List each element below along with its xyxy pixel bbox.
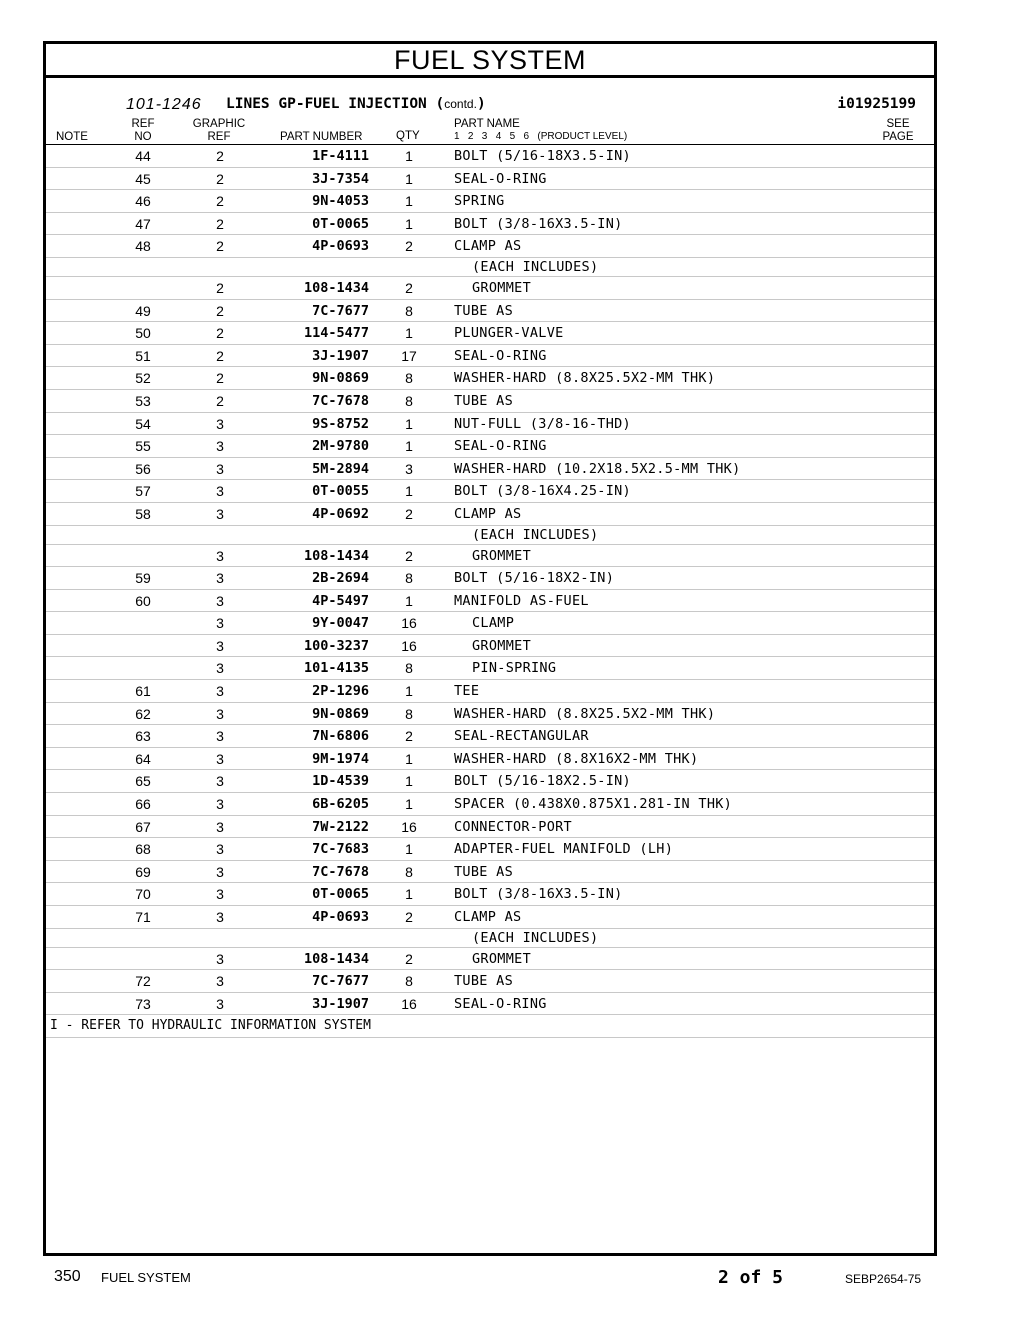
group-name	[226, 96, 486, 112]
part-number: 114-5477	[303, 325, 369, 342]
graphic-ref: 2	[216, 392, 224, 409]
graphic-ref: 3	[216, 505, 224, 522]
header-see-page	[878, 118, 918, 144]
graphic-ref: 3	[216, 660, 224, 677]
part-number: 7C-7678	[312, 863, 369, 880]
table-row	[46, 635, 934, 658]
part-name: SEAL-O-RING	[454, 347, 547, 364]
qty: 2	[405, 728, 413, 745]
table-row	[46, 906, 934, 929]
graphic-ref: 3	[216, 909, 224, 925]
qty: 1	[405, 170, 413, 187]
qty: 8	[405, 570, 413, 587]
qty: 1	[405, 683, 413, 700]
ref-no: 45	[135, 170, 151, 187]
table-row	[46, 458, 934, 481]
graphic-ref: 3	[216, 460, 224, 477]
graphic-ref: 3	[216, 438, 224, 455]
qty: 1	[405, 148, 413, 164]
part-name: SEAL-RECTANGULAR	[454, 728, 589, 745]
qty: 8	[405, 370, 413, 387]
graphic-ref: 3	[216, 863, 224, 880]
part-number: 2B-2694	[312, 570, 369, 587]
part-number: 4P-0692	[312, 505, 369, 522]
ref-no: 51	[135, 347, 151, 364]
qty: 16	[401, 615, 417, 632]
part-name: TEE	[454, 683, 480, 700]
header-graphic	[189, 118, 249, 144]
header-graphic-bottom: REF	[207, 131, 231, 143]
qty: 1	[405, 750, 413, 767]
ref-no: 60	[135, 592, 151, 609]
ref-no: 63	[135, 728, 151, 745]
ref-no: 64	[135, 750, 151, 767]
ref-no: 61	[135, 683, 151, 700]
table-row	[46, 435, 934, 458]
part-number: 0T-0065	[312, 886, 369, 903]
graphic-ref: 3	[216, 637, 224, 654]
part-number: 4P-0693	[312, 909, 369, 925]
graphic-ref: 3	[216, 995, 224, 1012]
ref-no: 50	[135, 325, 151, 342]
part-name: BOLT (3/8-16X3.5-IN)	[454, 886, 623, 903]
part-name: BOLT (3/8-16X3.5-IN)	[454, 215, 623, 232]
part-number: 7C-7683	[312, 841, 369, 858]
qty: 8	[405, 705, 413, 722]
part-name: WASHER-HARD (10.2X18.5X2.5-MM THK)	[454, 460, 741, 477]
header-ref-bottom: NO	[134, 131, 152, 143]
ref-no: 58	[135, 505, 151, 522]
table-row	[46, 168, 934, 191]
part-number: 0T-0055	[312, 483, 369, 500]
table-row	[46, 567, 934, 590]
qty: 1	[405, 325, 413, 342]
part-name: TUBE AS	[454, 302, 513, 319]
part-name-note: (EACH INCLUDES)	[472, 526, 599, 543]
table-row	[46, 793, 934, 816]
ref-no: 59	[135, 570, 151, 587]
part-number: 3J-7354	[312, 170, 369, 187]
graphic-ref: 3	[216, 796, 224, 813]
qty: 1	[405, 483, 413, 500]
ref-no: 66	[135, 796, 151, 813]
part-name-note: (EACH INCLUDES)	[472, 929, 599, 946]
ref-no: 72	[135, 973, 151, 990]
part-number: 108-1434	[303, 279, 369, 296]
table-row	[46, 948, 934, 971]
graphic-ref: 3	[216, 728, 224, 745]
part-name: MANIFOLD AS-FUEL	[454, 592, 589, 609]
table-row	[46, 838, 934, 861]
part-name: TUBE AS	[454, 392, 513, 409]
table-row	[46, 970, 934, 993]
table-row	[46, 657, 934, 680]
graphic-ref: 3	[216, 547, 224, 564]
part-name: CLAMP AS	[454, 505, 522, 522]
illustration-id: i01925199	[837, 96, 916, 112]
graphic-ref: 3	[216, 415, 224, 432]
table-row	[46, 480, 934, 503]
ref-no: 57	[135, 483, 151, 500]
part-name: CLAMP AS	[454, 909, 522, 925]
table-row	[46, 503, 934, 526]
part-number: 9S-8752	[312, 415, 369, 432]
graphic-ref: 3	[216, 683, 224, 700]
part-number: 100-3237	[303, 637, 369, 654]
qty: 17	[401, 347, 417, 364]
ref-no: 54	[135, 415, 151, 432]
part-number: 1D-4539	[312, 773, 369, 790]
part-name-note: (EACH INCLUDES)	[472, 258, 599, 275]
part-name: WASHER-HARD (8.8X25.5X2-MM THK)	[454, 370, 716, 387]
part-name: GROMMET	[472, 950, 531, 967]
ref-no: 47	[135, 215, 151, 232]
table-row	[46, 770, 934, 793]
page-title: FUEL SYSTEM	[46, 44, 934, 78]
table-row	[46, 367, 934, 390]
graphic-ref: 3	[216, 818, 224, 835]
qty: 1	[405, 886, 413, 903]
footer-doc-code: SEBP2654-75	[845, 1272, 922, 1286]
part-number: 0T-0065	[312, 215, 369, 232]
header-see-bottom: PAGE	[882, 131, 914, 143]
qty: 1	[405, 193, 413, 210]
graphic-ref: 2	[216, 238, 224, 255]
qty: 16	[401, 995, 417, 1012]
part-name: TUBE AS	[454, 973, 513, 990]
part-number: 9N-0869	[312, 370, 369, 387]
graphic-ref: 3	[216, 592, 224, 609]
graphic-ref: 3	[216, 483, 224, 500]
ref-no: 69	[135, 863, 151, 880]
qty: 8	[405, 973, 413, 990]
part-number: 9Y-0047	[312, 615, 369, 632]
table-row	[46, 883, 934, 906]
graphic-ref: 3	[216, 841, 224, 858]
qty: 16	[401, 818, 417, 835]
qty: 2	[405, 547, 413, 564]
ref-no: 46	[135, 193, 151, 210]
graphic-ref: 2	[216, 215, 224, 232]
part-name: TUBE AS	[454, 863, 513, 880]
footnote: I - REFER TO HYDRAULIC INFORMATION SYSTEM	[50, 1018, 371, 1034]
parts-table	[46, 145, 934, 1038]
part-number: 108-1434	[303, 547, 369, 564]
graphic-ref: 3	[216, 570, 224, 587]
part-name: GROMMET	[472, 279, 531, 296]
part-number: 108-1434	[303, 950, 369, 967]
qty: 8	[405, 863, 413, 880]
part-number: 6B-6205	[312, 796, 369, 813]
qty: 2	[405, 950, 413, 967]
part-name: BOLT (3/8-16X4.25-IN)	[454, 483, 631, 500]
qty: 2	[405, 279, 413, 296]
group-number: 101-1246	[126, 96, 202, 113]
part-name: CLAMP AS	[454, 238, 522, 255]
part-name: GROMMET	[472, 637, 531, 654]
table-row-note	[46, 526, 934, 545]
table-row	[46, 725, 934, 748]
footer-section: FUEL SYSTEM	[101, 1270, 191, 1285]
ref-no: 49	[135, 302, 151, 319]
graphic-ref: 3	[216, 615, 224, 632]
part-number: 7C-7678	[312, 392, 369, 409]
qty: 1	[405, 438, 413, 455]
qty: 8	[405, 302, 413, 319]
ref-no: 70	[135, 886, 151, 903]
page-frame	[43, 41, 937, 1256]
table-row	[46, 680, 934, 703]
table-row	[46, 993, 934, 1016]
table-row	[46, 345, 934, 368]
part-name: PLUNGER-VALVE	[454, 325, 564, 342]
part-name: SEAL-O-RING	[454, 170, 547, 187]
qty: 1	[405, 415, 413, 432]
qty: 2	[405, 909, 413, 925]
ref-no: 48	[135, 238, 151, 255]
header-ref	[126, 118, 160, 144]
table-row	[46, 390, 934, 413]
part-name: GROMMET	[472, 547, 531, 564]
part-name: ADAPTER-FUEL MANIFOLD (LH)	[454, 841, 674, 858]
qty: 2	[405, 238, 413, 255]
part-name: WASHER-HARD (8.8X16X2-MM THK)	[454, 750, 699, 767]
part-number: 3J-1907	[312, 347, 369, 364]
ref-no: 56	[135, 460, 151, 477]
qty: 1	[405, 796, 413, 813]
header-product-level: 1 2 3 4 5 6 (PRODUCT LEVEL)	[454, 131, 628, 142]
ref-no: 73	[135, 995, 151, 1012]
qty: 1	[405, 841, 413, 858]
graphic-ref: 2	[216, 193, 224, 210]
part-number: 7N-6806	[312, 728, 369, 745]
graphic-ref: 2	[216, 170, 224, 187]
part-name: SEAL-O-RING	[454, 995, 547, 1012]
graphic-ref: 2	[216, 347, 224, 364]
ref-no: 68	[135, 841, 151, 858]
part-number: 9N-0869	[312, 705, 369, 722]
part-name: NUT-FULL (3/8-16-THD)	[454, 415, 631, 432]
graphic-ref: 3	[216, 973, 224, 990]
table-row	[46, 590, 934, 613]
table-row	[46, 213, 934, 236]
part-name: BOLT (5/16-18X2.5-IN)	[454, 773, 631, 790]
header-note: NOTE	[56, 131, 88, 143]
part-number: 7C-7677	[312, 302, 369, 319]
part-name: SPRING	[454, 193, 505, 210]
table-row	[46, 300, 934, 323]
ref-no: 62	[135, 705, 151, 722]
footnote-row	[46, 1015, 934, 1038]
header-ref-top: REF	[131, 118, 155, 130]
ref-no: 53	[135, 392, 151, 409]
graphic-ref: 2	[216, 148, 224, 164]
ref-no: 55	[135, 438, 151, 455]
table-row	[46, 235, 934, 258]
part-name: PIN-SPRING	[472, 660, 557, 677]
table-row	[46, 322, 934, 345]
ref-no: 71	[135, 909, 151, 925]
part-number: 4P-0693	[312, 238, 369, 255]
ref-no: 44	[135, 148, 151, 164]
graphic-ref: 3	[216, 773, 224, 790]
table-row	[46, 413, 934, 436]
group-name-text: LINES GP-FUEL INJECTION (	[226, 96, 445, 112]
part-name: WASHER-HARD (8.8X25.5X2-MM THK)	[454, 705, 716, 722]
part-number: 9M-1974	[312, 750, 369, 767]
table-row-note	[46, 258, 934, 277]
footer-pagination: 2 of 5	[718, 1267, 784, 1288]
qty: 3	[405, 460, 413, 477]
table-row-note	[46, 929, 934, 948]
group-contd: contd.	[444, 97, 477, 111]
part-number: 9N-4053	[312, 193, 369, 210]
header-see-top: SEE	[886, 118, 910, 130]
part-number: 2M-9780	[312, 438, 369, 455]
qty: 16	[401, 637, 417, 654]
graphic-ref: 3	[216, 750, 224, 767]
table-row	[46, 190, 934, 213]
header-qty: QTY	[396, 130, 420, 142]
ref-no: 65	[135, 773, 151, 790]
table-row	[46, 748, 934, 771]
table-row	[46, 612, 934, 635]
part-name: SEAL-O-RING	[454, 438, 547, 455]
graphic-ref: 3	[216, 886, 224, 903]
qty: 1	[405, 773, 413, 790]
part-number: 5M-2894	[312, 460, 369, 477]
part-number: 2P-1296	[312, 683, 369, 700]
graphic-ref: 2	[216, 302, 224, 319]
footer-page-number: 350	[54, 1268, 81, 1285]
part-number: 101-4135	[303, 660, 369, 677]
graphic-ref: 3	[216, 705, 224, 722]
qty: 1	[405, 215, 413, 232]
part-name: CONNECTOR-PORT	[454, 818, 572, 835]
graphic-ref: 2	[216, 279, 224, 296]
part-number: 7C-7677	[312, 973, 369, 990]
part-name: CLAMP	[472, 615, 515, 632]
qty: 1	[405, 592, 413, 609]
part-name: BOLT (5/16-18X2-IN)	[454, 570, 615, 587]
graphic-ref: 2	[216, 325, 224, 342]
table-row	[46, 861, 934, 884]
ref-no: 52	[135, 370, 151, 387]
qty: 2	[405, 505, 413, 522]
qty: 8	[405, 392, 413, 409]
header-part-number: PART NUMBER	[280, 131, 363, 143]
graphic-ref: 2	[216, 370, 224, 387]
qty: 8	[405, 660, 413, 677]
table-row	[46, 145, 934, 168]
group-name-close: )	[476, 96, 486, 112]
header-part-name: PART NAME	[454, 118, 520, 130]
table-row	[46, 545, 934, 568]
part-name: SPACER (0.438X0.875X1.281-IN THK)	[454, 796, 733, 813]
part-name: BOLT (5/16-18X3.5-IN)	[454, 148, 631, 164]
table-row	[46, 277, 934, 300]
header-graphic-top: GRAPHIC	[192, 118, 246, 130]
table-row	[46, 703, 934, 726]
part-number: 7W-2122	[312, 818, 369, 835]
graphic-ref: 3	[216, 950, 224, 967]
ref-no: 67	[135, 818, 151, 835]
table-row	[46, 816, 934, 839]
part-number: 4P-5497	[312, 592, 369, 609]
part-number: 1F-4111	[312, 148, 369, 164]
part-number: 3J-1907	[312, 995, 369, 1012]
